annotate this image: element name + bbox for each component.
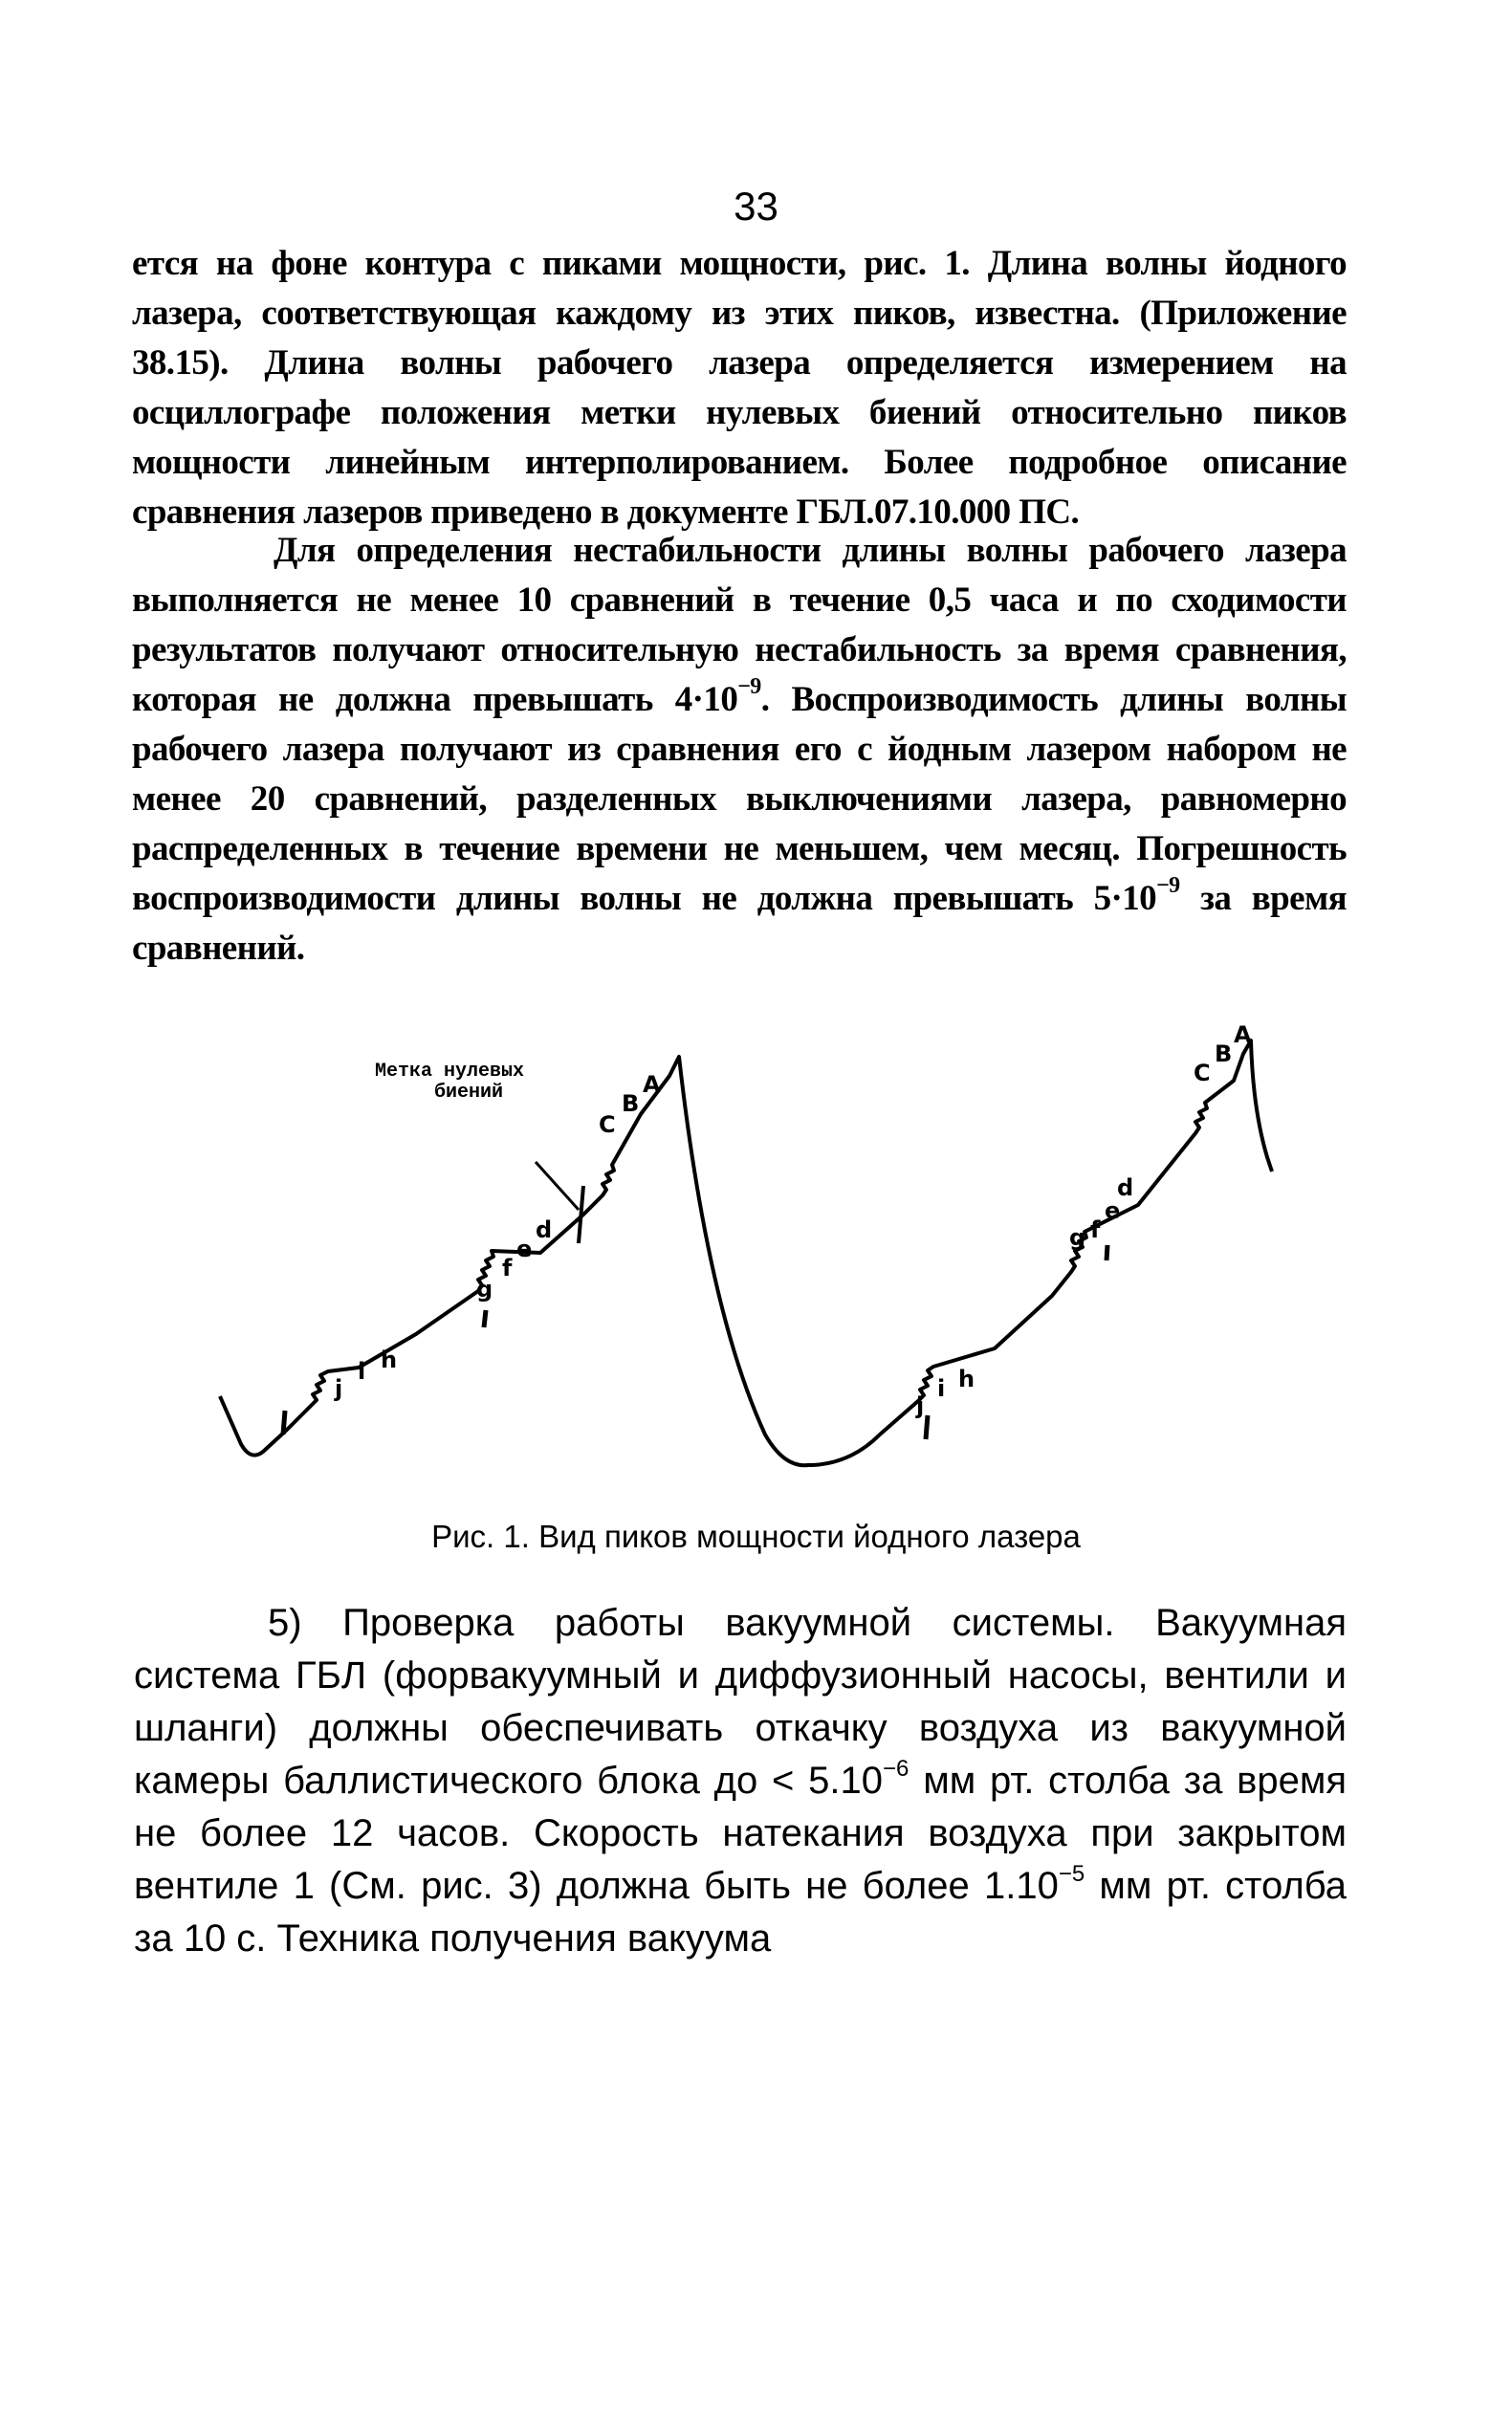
tick-g-left xyxy=(484,1310,486,1327)
exponent-2: −9 xyxy=(1156,873,1180,898)
letter-d-left: d xyxy=(536,1216,553,1243)
letter-e-left: e xyxy=(516,1236,533,1262)
tick-j-left xyxy=(283,1411,285,1434)
marker-label-line-2: биений xyxy=(433,1082,503,1104)
marker-label xyxy=(363,1062,536,1104)
paragraph-3-part-3: мм рт. столба за 10 с. Техника получения вакуума xyxy=(134,1865,1348,1960)
letter-g-left: g xyxy=(476,1276,493,1303)
paragraph-3-part-2: мм рт. столба за время не более 12 часов. Скорость натекания воздуха при закрытом вентиле 1 (См. рис. 3) должна быть не более 1.10 xyxy=(134,1760,1347,1907)
exponent-3: −6 xyxy=(883,1756,909,1782)
zero-beat-marker xyxy=(579,1186,583,1243)
paragraph-2-part-2: . Воспроизводимость длины волны рабочего лазера получают из сравнения его с йодным лазером набором не менее 20 сравнений, разделенных выключениями лазера, равномерно распределенных в течение времени не меньшем, чем месяц. Погрешность воспроизводимости длины волны не должна превышать 5·10 xyxy=(132,680,1347,918)
paragraph-2-part-3: за время сравнений. xyxy=(132,879,1347,968)
letter-a-left: A xyxy=(643,1071,661,1098)
right-trace xyxy=(813,1040,1272,1465)
paragraph-2 xyxy=(132,526,1347,974)
paragraph-3-part-1: 5) Проверка работы вакуумной системы. Вакуумная система ГБЛ (форвакуумный и диффузионный насосы, вентили и шланги) должны обеспечивать откачку воздуха из вакуумной камеры баллистического блока до < 5.10 xyxy=(134,1602,1347,1802)
paragraph-2-part-1: Для определения нестабильности длины волны рабочего лазера выполняется не менее 10 сравнений в течение 0,5 часа и по сходимости результатов получают относительную нестабильность за время сравнения, которая не должна превышать 4·10 xyxy=(132,531,1347,719)
letter-e-right: e xyxy=(1105,1197,1121,1224)
figure-power-peaks xyxy=(191,966,1320,1501)
letter-b-left: B xyxy=(622,1090,640,1117)
exponent-4: −5 xyxy=(1058,1861,1085,1887)
letter-g-right: g xyxy=(1069,1224,1086,1251)
letter-i-right: i xyxy=(937,1375,946,1402)
page-number: 33 xyxy=(734,184,778,229)
paragraph-3 xyxy=(134,1597,1347,1965)
letter-d-right: d xyxy=(1117,1174,1134,1201)
marker-pointer xyxy=(536,1162,579,1210)
letter-h-left: h xyxy=(381,1347,398,1373)
letter-c-right: C xyxy=(1194,1060,1211,1086)
letter-f-right: f xyxy=(1090,1216,1101,1243)
letter-i-left: i xyxy=(358,1358,366,1385)
tick-j-right xyxy=(926,1415,928,1439)
letter-j-left: j xyxy=(335,1375,343,1402)
marker-label-line-1: Метка нулевых xyxy=(374,1061,525,1083)
letter-c-left: C xyxy=(599,1111,616,1138)
letter-j-right: j xyxy=(916,1392,925,1419)
letter-f-left: f xyxy=(502,1255,513,1281)
exponent-1: −9 xyxy=(737,674,761,699)
power-peaks-plot xyxy=(191,966,1320,1501)
figure-caption: Рис. 1. Вид пиков мощности йодного лазера xyxy=(431,1519,1081,1554)
letter-a-right: A xyxy=(1234,1021,1252,1048)
paragraph-1: ется на фоне контура с пиками мощности, рис. 1. Длина волны йодного лазера, соответствующая каждому из этих пиков, известна. (Приложение 38.15). Длина волны рабочего лазера определяется измерением на осциллографе положения метки нулевых биений относительно пиков мощности линейным интерполированием. Более подробное описание сравнения лазеров приведено в документе ГБЛ.07.10.000 ПС. xyxy=(132,244,1347,532)
letter-b-right: B xyxy=(1215,1040,1233,1067)
letter-h-right: h xyxy=(958,1366,975,1392)
